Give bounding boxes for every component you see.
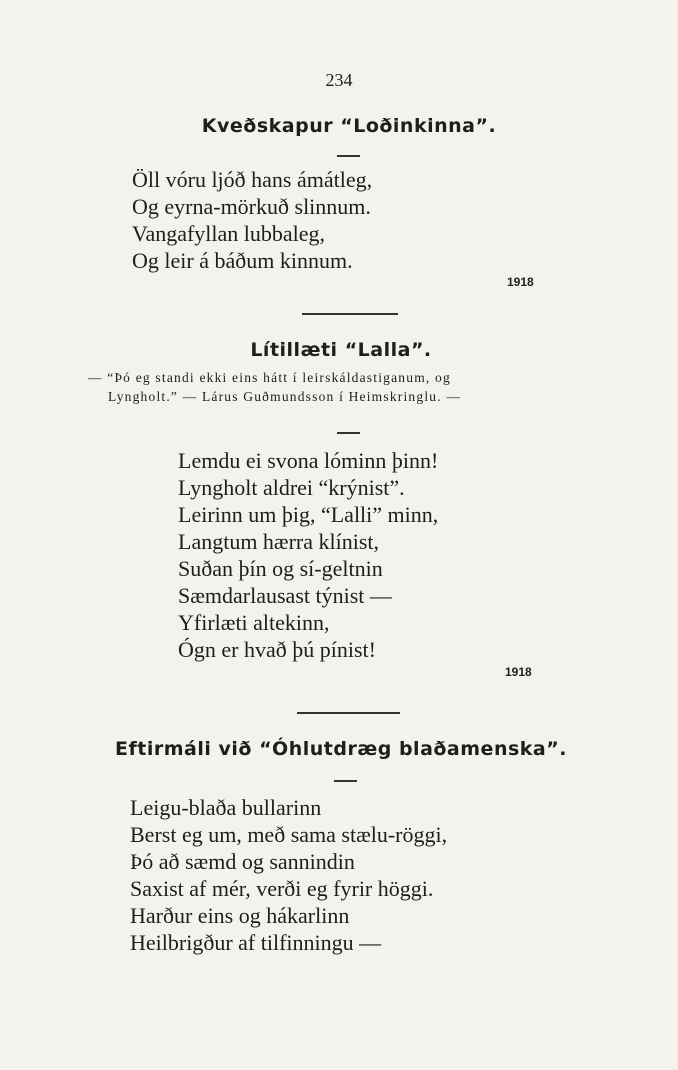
poem-line: Og eyrna-mörkuð slinnum. bbox=[132, 194, 371, 219]
poem-line: Harður eins og hákarlinn bbox=[130, 903, 350, 928]
divider bbox=[297, 712, 400, 714]
poem-line: Leigu-blaða bullarinn bbox=[130, 795, 322, 820]
poem-line: Berst eg um, með sama stælu-röggi, bbox=[130, 822, 448, 847]
poem-title-3: Eftirmáli við “Óhlutdræg blaðamenska”. bbox=[115, 738, 567, 760]
poem-year: 1918 bbox=[507, 275, 534, 289]
poem-line: Suðan þín og sí-geltnin bbox=[178, 556, 383, 581]
poem-line: Saxist af mér, verði eg fyrir höggi. bbox=[130, 876, 434, 901]
poem-line: Lyngholt aldrei “krýnist”. bbox=[178, 475, 405, 500]
poem-line: Sæmdarlausast týnist — bbox=[178, 583, 392, 608]
divider bbox=[334, 780, 357, 782]
poem-line: Lemdu ei svona lóminn þinn! bbox=[178, 448, 439, 473]
poem-line: Ógn er hvað þú pínist! bbox=[178, 637, 376, 662]
poem-line: Yfirlæti altekinn, bbox=[178, 610, 330, 635]
poem-line: Öll vóru ljóð hans ámátleg, bbox=[132, 167, 373, 192]
divider bbox=[337, 155, 360, 157]
epigraph-line: — “Þó eg standi ekki eins hátt í leirskáldastiganum, og bbox=[88, 370, 451, 385]
poem-line: Leirinn um þig, “Lalli” minn, bbox=[178, 502, 439, 527]
page-number: 234 bbox=[325, 70, 353, 90]
poem-title-2: Lítillæti “Lalla”. bbox=[250, 339, 432, 361]
poem-line: Langtum hærra klínist, bbox=[178, 529, 380, 554]
poem-line: Og leir á báðum kinnum. bbox=[132, 248, 353, 273]
poem-line: Vangafyllan lubbaleg, bbox=[132, 221, 326, 246]
epigraph-line: Lyngholt.” — Lárus Guðmundsson í Heimskringlu. — bbox=[108, 389, 462, 404]
divider bbox=[302, 313, 398, 315]
poem-line: Heilbrigður af tilfinningu — bbox=[130, 930, 382, 955]
poem-title-1: Kveðskapur “Loðinkinna”. bbox=[201, 115, 497, 137]
poem-line: Þó að sæmd og sannindin bbox=[130, 849, 355, 874]
divider bbox=[337, 432, 360, 434]
poem-year: 1918 bbox=[505, 665, 532, 679]
